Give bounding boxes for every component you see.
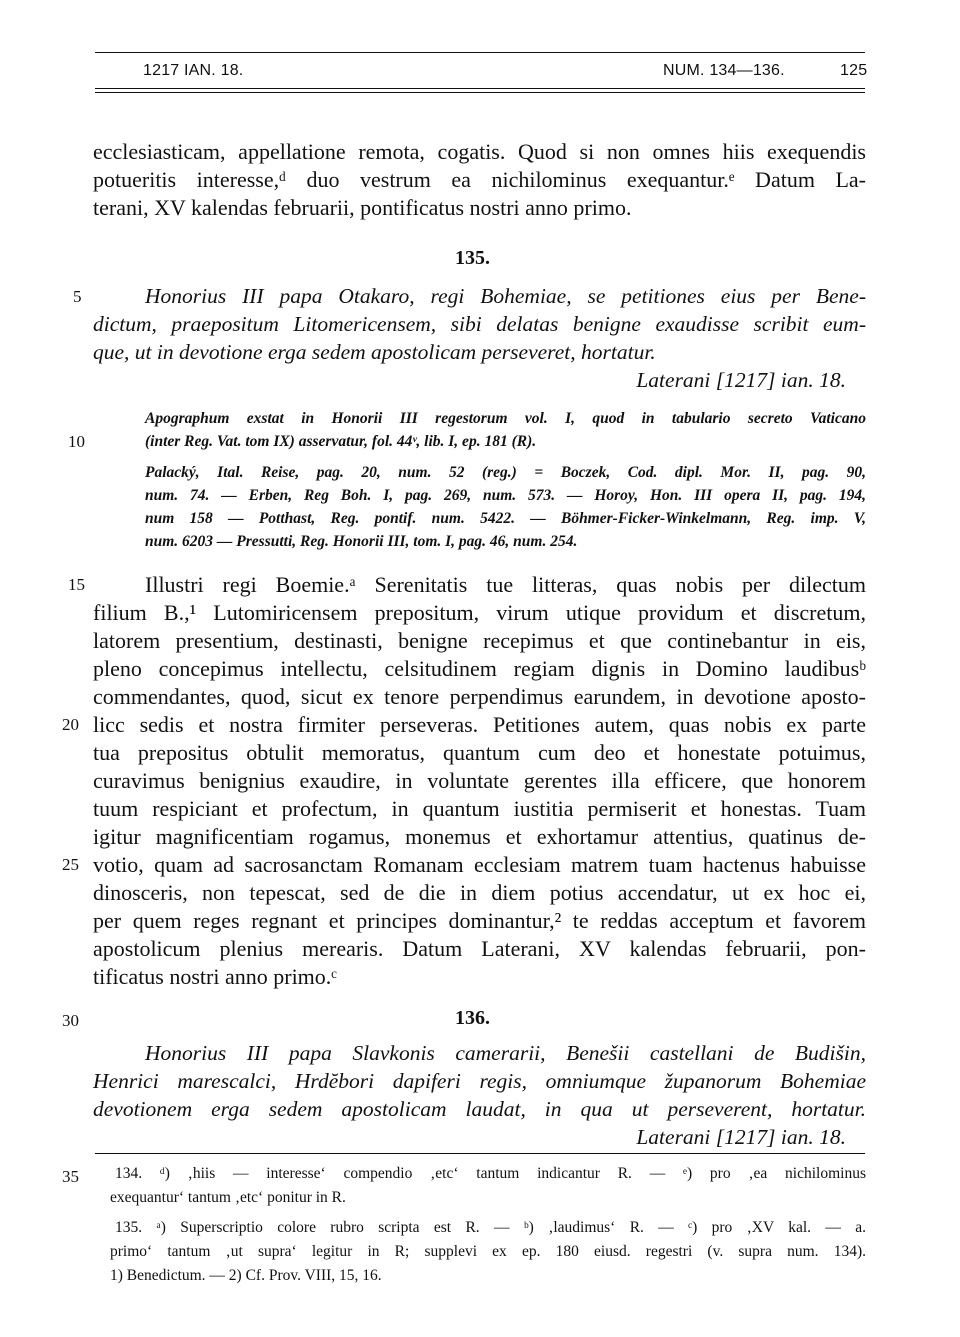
- header-bottom-rule-1: [95, 88, 865, 89]
- line-number: 35: [62, 1167, 79, 1186]
- page-number: 125: [840, 62, 868, 79]
- header-top-rule: [95, 52, 865, 53]
- regest-date: Laterani [1217] ian. 18.: [636, 1125, 846, 1149]
- footnote-line: exequantur‘ tantum ‚etc‘ ponitur in R.: [110, 1189, 346, 1206]
- text-line: igitur magnificentiam rogamus, monemus et exhortamur attentius, quatinus de-: [93, 824, 866, 849]
- regest-line: Honorius III papa Otakaro, regi Bohemiae, se petitiones eius per Bene-: [145, 284, 866, 308]
- source-line: num. 6203 — Pressutti, Reg. Honorii III, tom. I, pag. 46, num. 254.: [145, 533, 578, 550]
- continuation-line: ecclesiasticam, appellatione remota, cogatis. Quod si non omnes hiis exequendis: [93, 139, 866, 164]
- text-line: filium B.,¹ Lutomiricensem prepositum, virum utique providum et discretum,: [93, 600, 866, 625]
- text-line: licc sedis et nostra firmiter perseveras. Petitiones autem, quas nobis ex parte: [93, 712, 866, 737]
- regest-line: dictum, praepositum Litomericensem, sibi delatas benigne exaudisse scribit eum-: [93, 312, 866, 336]
- doc-number-136: 136.: [455, 1007, 490, 1029]
- source-line: num 158 — Potthast, Reg. pontif. num. 5422. — Böhmer-Ficker-Winkelmann, Reg. imp. V,: [145, 510, 866, 527]
- line-number: 10: [68, 432, 85, 451]
- regest-line: que, ut in devotione erga sedem apostolicam perseveret, hortatur.: [93, 340, 656, 364]
- source-line: num. 74. — Erben, Reg Boh. I, pag. 269, num. 573. — Horoy, Hon. III opera II, pag. 194,: [145, 487, 866, 504]
- regest-line: Honorius III papa Slavkonis camerarii, Benešii castellani de Budišin,: [145, 1041, 866, 1065]
- text-line: curavimus benignius exaudire, in voluntate gerentes illa efficere, que honorem: [93, 768, 866, 793]
- footnote-line: 135. ᵃ) Superscriptio colore rubro scripta est R. — ᵇ) ‚laudimus‘ R. — ᶜ) pro ‚XV kal. — a.: [115, 1219, 866, 1236]
- header-bottom-rule-2: [95, 92, 865, 93]
- text-line: tua prepositus obtulit memoratus, quantum cum deo et honestate potuimus,: [93, 740, 866, 765]
- footnote-line: 134. ᵈ) ‚hiis — interesse‘ compendio ‚etc‘ tantum indicantur R. — ᵉ) pro ‚ea nichilominus: [115, 1165, 866, 1182]
- footnote-line: primo‘ tantum ‚ut supra‘ legitur in R; supplevi ex ep. 180 eiusd. regestri (v. supra num. 134).: [110, 1243, 866, 1260]
- regest-date: Laterani [1217] ian. 18.: [636, 368, 846, 392]
- text-line: tuum respiciant et profectum, in quantum iustitia permiserit et honestas. Tuam: [93, 796, 866, 821]
- text-line: commendantes, quod, sicut ex tenore perpendimus earundem, in devotione aposto-: [93, 684, 866, 709]
- source-line: (inter Reg. Vat. tom IX) asservatur, fol. 44ᵛ, lib. I, ep. 181 (R).: [145, 433, 537, 450]
- doc-number-135: 135.: [455, 247, 490, 269]
- footnote-rule: [95, 1153, 865, 1154]
- header-doc-range: NUM. 134—136.: [663, 62, 785, 79]
- regest-line: devotionem erga sedem apostolicam laudat, in qua ut perseverent, hortatur.: [93, 1097, 866, 1121]
- text-line: dinosceris, non tepescat, sed de die in diem potius accendatur, ut ex hoc ei,: [93, 880, 866, 905]
- continuation-line: potueritis interesse,ᵈ duo vestrum ea nichilominus exequantur.ᵉ Datum La-: [93, 167, 866, 192]
- text-line: latorem presentium, destinasti, benigne recepimus et que continebantur in eis,: [93, 628, 866, 653]
- text-line: Illustri regi Boemie.ᵃ Serenitatis tue litteras, quas nobis per dilectum: [145, 572, 866, 597]
- running-header: [95, 62, 868, 86]
- continuation-line: terani, XV kalendas februarii, pontificatus nostri anno primo.: [93, 195, 632, 220]
- line-number: 20: [62, 715, 79, 734]
- footnote-line: 1) Benedictum. — 2) Cf. Prov. VIII, 15, 16.: [110, 1267, 382, 1284]
- header-date: 1217 IAN. 18.: [143, 62, 244, 79]
- text-line: votio, quam ad sacrosanctam Romanam ecclesiam matrem tuam hactenus habuisse: [93, 852, 866, 877]
- line-number: 15: [68, 575, 85, 594]
- text-line: per quem reges regnant et principes dominantur,² te reddas acceptum et favorem: [93, 908, 866, 933]
- source-line: Apographum exstat in Honorii III regestorum vol. I, quod in tabulario secreto Vaticano: [145, 410, 866, 427]
- line-number: 30: [62, 1011, 79, 1030]
- text-line: tificatus nostri anno primo.ᶜ: [93, 964, 337, 989]
- text-line: apostolicum plenius merearis. Datum Laterani, XV kalendas februarii, pon-: [93, 936, 866, 961]
- line-number: 25: [62, 855, 79, 874]
- text-line: pleno concepimus intellectu, celsitudinem regiam dignis in Domino laudibusᵇ: [93, 656, 866, 681]
- line-number: 5: [73, 287, 82, 306]
- regest-line: Henrici marescalci, Hrdĕbori dapiferi regis, omniumque županorum Bohemiae: [93, 1069, 866, 1093]
- source-line: Palacký, Ital. Reise, pag. 20, num. 52 (reg.) = Boczek, Cod. dipl. Mor. II, pag. 90,: [145, 464, 866, 481]
